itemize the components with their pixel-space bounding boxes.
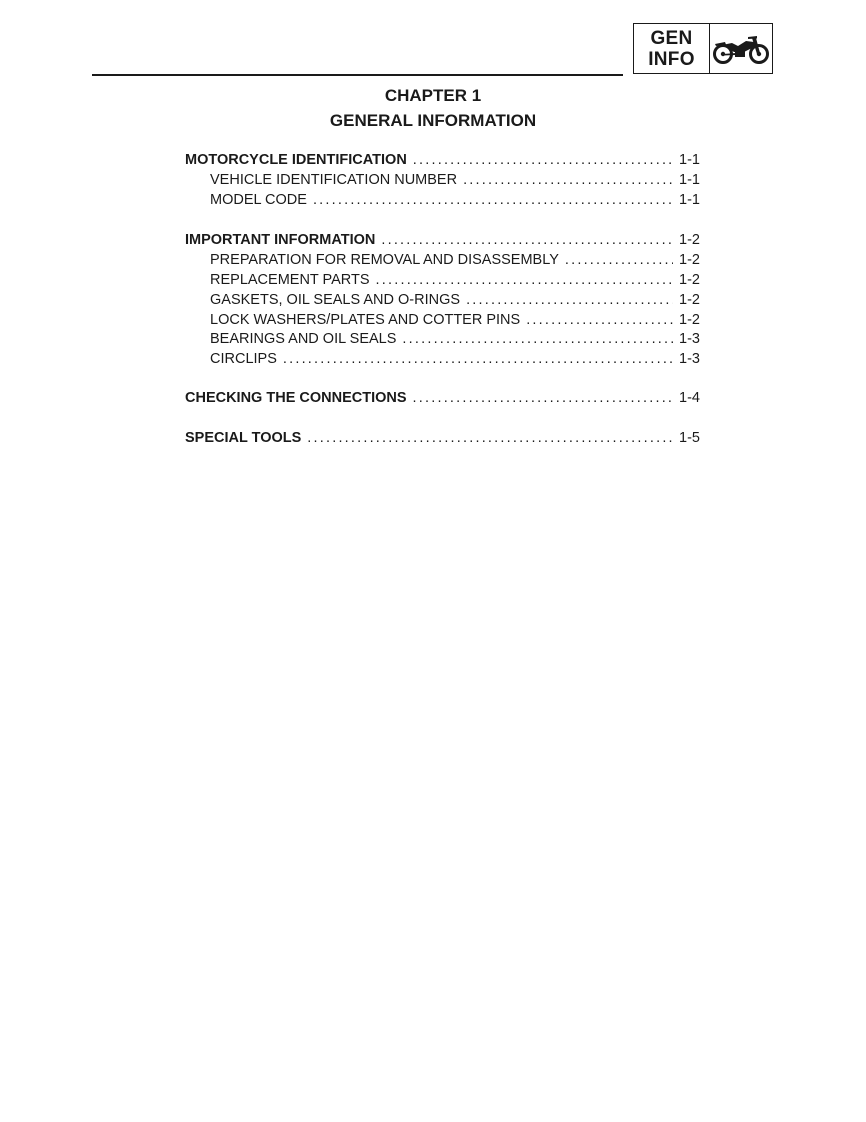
toc-entry-page: 1-5	[679, 430, 700, 446]
toc-entry	[210, 190, 700, 210]
toc-entry	[210, 329, 700, 349]
section-tab-line2: INFO	[648, 48, 695, 70]
toc-entry-page: 1-2	[679, 312, 700, 328]
section-tab	[633, 23, 773, 74]
toc-leader-dots	[413, 388, 673, 408]
toc-entry	[185, 388, 700, 408]
toc-entry-page: 1-2	[679, 232, 700, 248]
toc-leader-dots	[565, 250, 673, 270]
toc-entry	[210, 349, 700, 369]
toc-entry-page: 1-4	[679, 390, 700, 406]
toc-entry-label: BEARINGS AND OIL SEALS	[210, 331, 397, 347]
toc-entry-page: 1-1	[679, 172, 700, 188]
toc-leader-dots	[402, 329, 673, 349]
section-tab-line1: GEN	[650, 27, 693, 49]
toc-leader-dots	[413, 150, 673, 170]
toc-entry-page: 1-3	[679, 351, 700, 367]
toc-leader-dots	[381, 230, 673, 250]
toc-leader-dots	[307, 428, 673, 448]
toc-entry-page: 1-2	[679, 272, 700, 288]
toc-entry	[185, 230, 700, 250]
toc-entry-label: GASKETS, OIL SEALS AND O-RINGS	[210, 292, 461, 308]
toc-leader-dots	[466, 290, 673, 310]
toc-entry-page: 1-3	[679, 331, 700, 347]
toc-entry-page: 1-2	[679, 292, 700, 308]
toc-entry-label: VEHICLE IDENTIFICATION NUMBER	[210, 172, 458, 188]
chapter-title: GENERAL INFORMATION	[329, 111, 537, 130]
toc-entry	[210, 310, 700, 330]
toc-entry	[185, 428, 700, 448]
toc-entry-label: CHECKING THE CONNECTIONS	[185, 390, 407, 406]
toc-entry	[210, 170, 700, 190]
toc-entry	[210, 250, 700, 270]
toc-entry-label: MODEL CODE	[210, 192, 307, 208]
toc-entry	[185, 150, 700, 170]
toc-leader-dots	[526, 310, 673, 330]
toc-entry-label: IMPORTANT INFORMATION	[185, 232, 376, 248]
toc-entry-label: CIRCLIPS	[210, 351, 277, 367]
toc-entry	[210, 270, 700, 290]
toc-entry-label: SPECIAL TOOLS	[185, 430, 302, 446]
toc-entry-label: PREPARATION FOR REMOVAL AND DISASSEMBLY	[210, 252, 559, 268]
toc-entry-label: LOCK WASHERS/PLATES AND COTTER PINS	[210, 312, 521, 328]
toc-leader-dots	[463, 170, 673, 190]
toc-leader-dots	[313, 190, 673, 210]
toc-entry-label: MOTORCYCLE IDENTIFICATION	[185, 152, 407, 168]
motorcycle-icon	[710, 24, 772, 73]
toc-entry	[210, 290, 700, 310]
toc-entry-label: REPLACEMENT PARTS	[210, 272, 370, 288]
section-tab-label	[634, 24, 710, 73]
toc-leader-dots	[283, 349, 673, 369]
toc-entry-page: 1-2	[679, 252, 700, 268]
toc-entry-page: 1-1	[679, 152, 700, 168]
header-rule	[92, 74, 623, 76]
toc-entry-page: 1-1	[679, 192, 700, 208]
toc-leader-dots	[376, 270, 673, 290]
chapter-number: CHAPTER 1	[384, 86, 482, 105]
